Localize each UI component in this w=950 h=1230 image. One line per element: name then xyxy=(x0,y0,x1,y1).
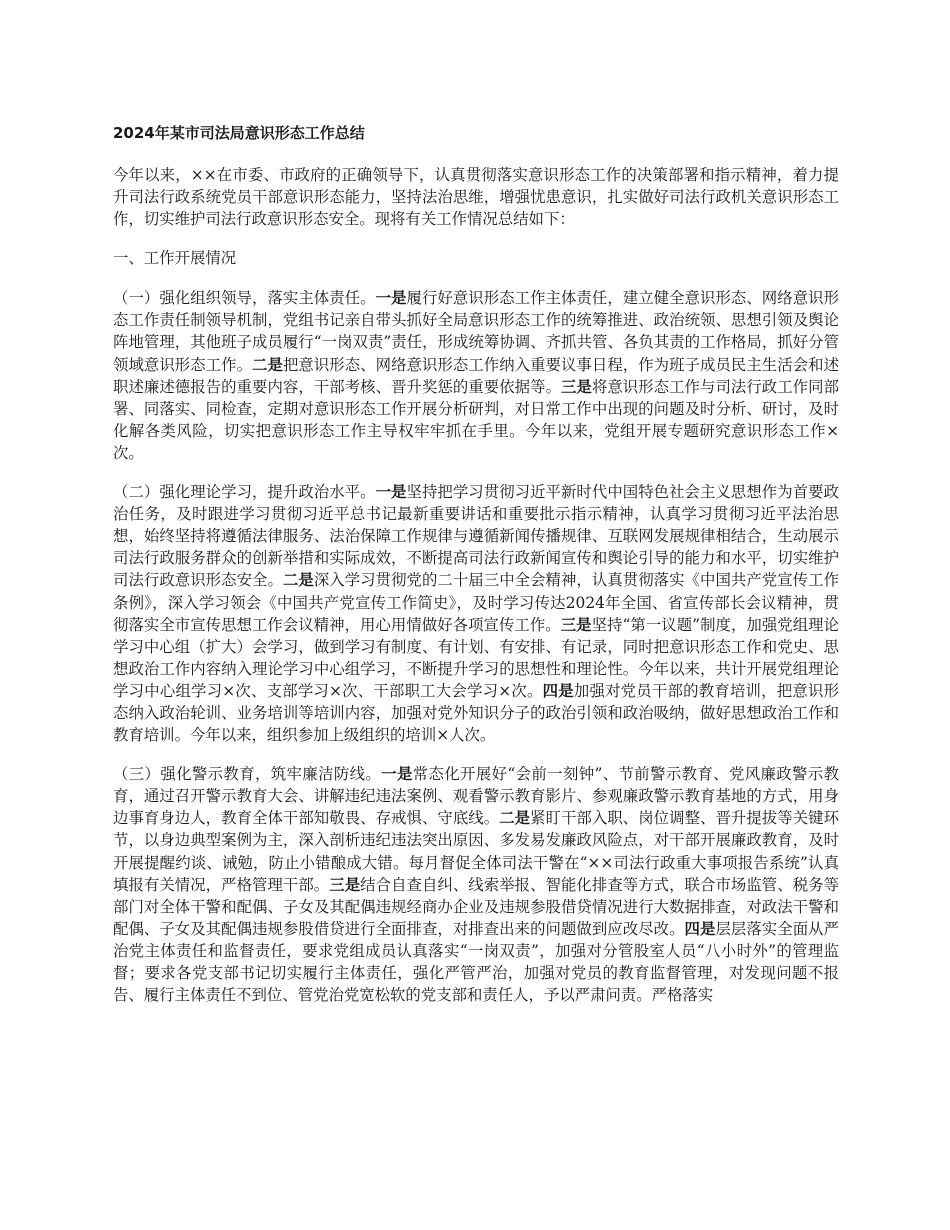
point-marker: 三是 xyxy=(329,875,361,894)
point-marker: 四是 xyxy=(542,681,574,700)
paragraph-warning-education xyxy=(113,763,839,1006)
subsection-lead: （一）强化组织领导，落实主体责任。 xyxy=(113,289,376,308)
intro-paragraph: 今年以来，××在市委、市政府的正确领导下，认真贯彻落实意识形态工作的决策部署和指示精神，着力提升司法行政系统党员干部意识形态能力，坚持法治思维，增强忧患意识，扎实做好司法行政机关意识形态工作，切实维护司法行政意识形态安全。现将有关工作情况总结如下： xyxy=(113,166,839,229)
point-text: 坚持把学习贯彻习近平新时代中国特色社会主义思想作为首要政治任务，及时跟进学习贯彻习近平总书记最新重要讲话和重要批示指示精神，认真学习贯彻习近平法治思想，始终坚持将遵循法律服务、法治保障工作规律与遵循新闻传播规律、互联网发展规律相结合，生动展示司法行政服务群众的创新举措和实际成效，不断提高司法行政新闻宣传和舆论引导的能力和水平，切实维护司法行政意识形态安全。 xyxy=(113,483,839,590)
point-text: 履行好意识形态工作主体责任，建立健全意识形态、网络意识形态工作责任制领导机制，党组书记亲自带头抓好全局意识形态工作的统筹推进、政治统领、思想引领及舆论阵地管理，其他班子成员履行“一岗双责”责任，形成统筹协调、齐抓共管、各负其责的工作格局，抓好分管领域意识形态工作。 xyxy=(113,289,839,374)
paragraph-theory-study xyxy=(113,481,839,746)
point-text: 深入学习贯彻党的二十届三中全会精神，认真贯彻落实《中国共产党宣传工作条例》，深入学习领会《中国共产党宣传工作简史》，及时学习传达2024年全国、省宣传部长会议精神，贯彻落实全市宣传思想工作会议精神，用心用情做好各项宣传工作。 xyxy=(113,571,839,634)
document-page xyxy=(113,122,839,1023)
point-marker: 二是 xyxy=(252,355,283,374)
point-marker: 一是 xyxy=(375,289,407,308)
point-text: 结合自查自纠、线索举报、智能化排查等方式，联合市场监管、税务等部门对全体干警和配偶、子女及其配偶违规经商办企业及违规参股借贷情况进行大数据排查，对政法干警和配偶、子女及其配偶违规参股借贷进行全面排查，对排查出来的问题做到应改尽改。 xyxy=(113,875,839,938)
point-text: 把意识形态、网络意识形态工作纳入重要议事日程，作为班子成员民主生活会和述职述廉述德报告的重要内容，干部考核、晋升奖惩的重要依据等。 xyxy=(113,355,839,396)
subsection-lead: （三）强化警示教育，筑牢廉洁防线。 xyxy=(113,765,382,784)
point-marker: 二是 xyxy=(499,809,531,828)
section-heading-work-progress: 一、工作开展情况 xyxy=(113,249,237,268)
point-text: 常态化开展好“会前一刻钟”、节前警示教育、党风廉政警示教育，通过召开警示教育大会、讲解违纪违法案例、观看警示教育影片、参观廉政警示教育基地的方式，用身边事育身边人，教育全体干部知敬畏、存戒惧、守底线。 xyxy=(113,765,839,828)
point-marker: 三是 xyxy=(560,377,592,396)
point-text: 层层落实全面从严治党主体责任和监督责任，要求党组成员认真落实“一岗双责”，加强对分管股室人员“八小时外”的管理监督；要求各党支部书记切实履行主体责任，强化严管严治，加强对党员的教育监督管理，对发现问题不报告、履行主体责任不到位、管党治党宽松软的党支部和责任人，予以严肃问责。严格落实 xyxy=(113,919,839,1005)
point-text: 紧盯干部入职、岗位调整、晋升提拔等关键环节，以身边典型案例为主，深入剖析违纪违法突出原因、多发易发廉政风险点，对干部开展廉政教育，及时开展提醒约谈、诫勉，防止小错酿成大错。每月督促全体司法干警在“××司法行政重大事项报告系统”认真填报有关情况，严格管理干部。 xyxy=(113,809,839,894)
point-marker: 三是 xyxy=(560,615,592,634)
point-marker: 一是 xyxy=(375,483,407,502)
point-text: 将意识形态工作与司法行政工作同部署、同落实、同检查，定期对意识形态工作开展分析研判，对日常工作中出现的问题及时分析、研讨，及时化解各类风险，切实把意识形态工作主导权牢牢抓在手里。今年以来，党组开展专题研究意识形态工作×次。 xyxy=(113,377,839,462)
point-marker: 一是 xyxy=(381,765,413,784)
point-text: 坚持“第一议题”制度，加强党组理论学习中心组（扩大）会学习，做到学习有制度、有计划、有安排、有记录，同时把意识形态工作和党史、思想政治工作内容纳入理论学习中心组学习，不断提升学习的思想性和理论性。今年以来，共计开展党组理论学习中心组学习×次、支部学习×次、干部职工大会学习×次。 xyxy=(113,615,839,700)
point-text: 加强对党员干部的教育培训，把意识形态纳入政治轮训、业务培训等培训内容，加强对党外知识分子的政治引领和政治吸纳，做好思想政治工作和教育培训。今年以来，组织参加上级组织的培训×人次。 xyxy=(113,681,839,745)
paragraph-organization-leadership xyxy=(113,287,839,464)
point-marker: 四是 xyxy=(684,919,716,938)
document-title: 2024年某市司法局意识形态工作总结 xyxy=(113,124,365,142)
point-marker: 二是 xyxy=(282,571,314,590)
subsection-lead: （二）强化理论学习，提升政治水平。 xyxy=(113,483,376,502)
